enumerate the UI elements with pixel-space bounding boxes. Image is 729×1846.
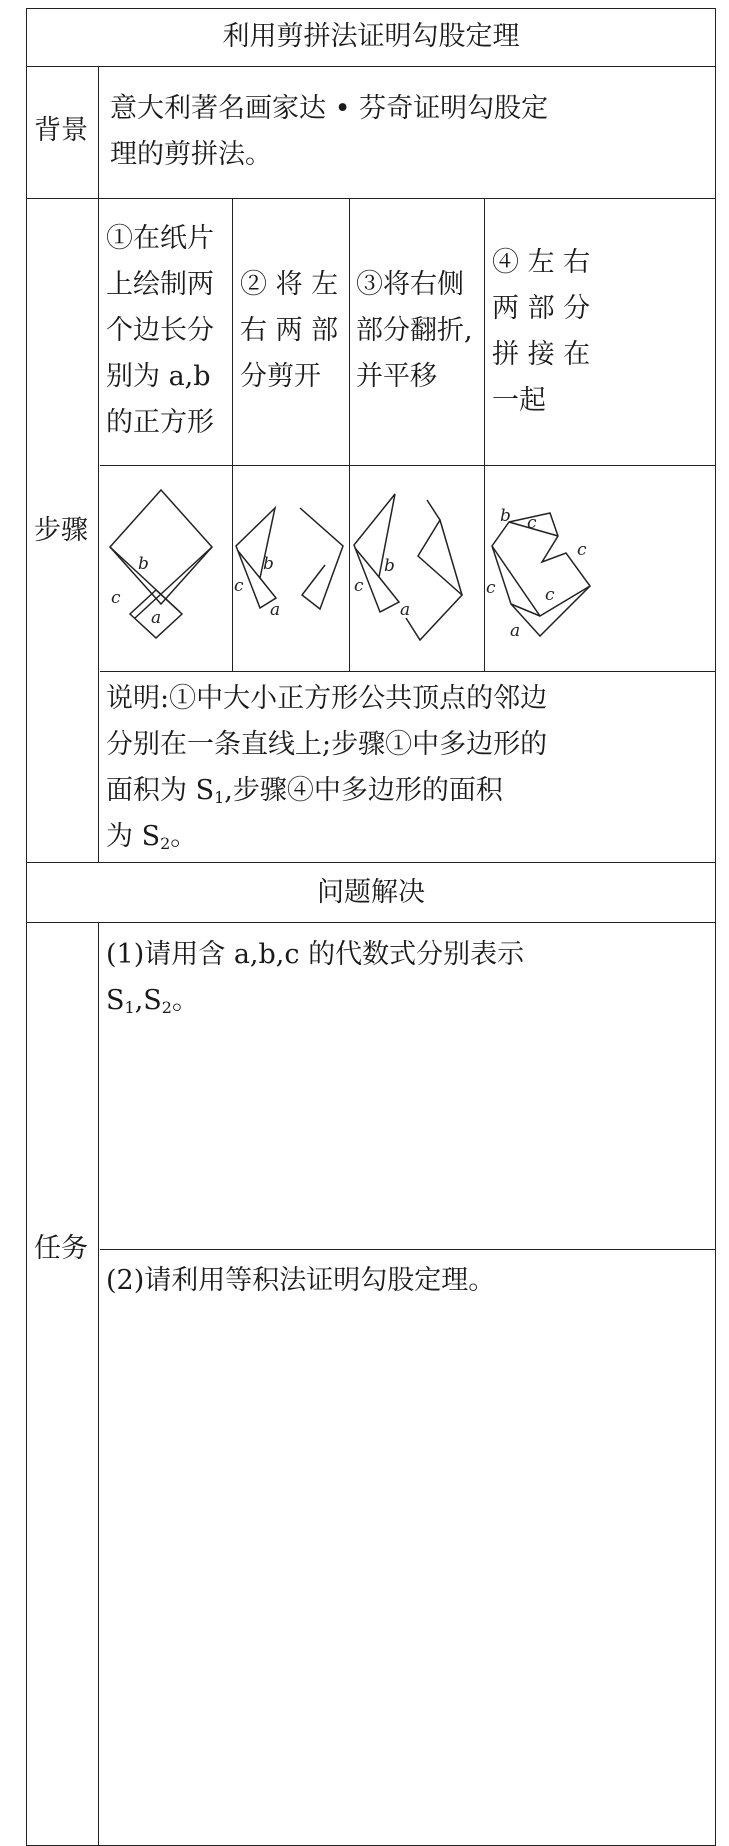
step-1-line: 个边长分: [106, 315, 214, 346]
step-3-line: 并平移: [356, 361, 437, 392]
label-a: a: [400, 600, 411, 620]
rule-task-divider: [100, 1249, 716, 1250]
label-c: c: [486, 578, 496, 598]
rule-background-bottom: [26, 198, 716, 199]
task-1-line-2: [106, 978, 199, 1031]
s2-symbol: ,S: [134, 985, 162, 1016]
rule-step-figure-bottom: [100, 671, 716, 672]
label-c: c: [577, 540, 587, 560]
step-2-line: ② 将 左: [240, 269, 339, 300]
step-1-line: 的正方形: [106, 407, 214, 438]
label-c: c: [234, 576, 244, 596]
note-line-4-sub: 2: [160, 834, 171, 853]
step-4-line: 两 部 分: [492, 293, 591, 324]
label-b: b: [263, 554, 274, 574]
note-line-4: [106, 814, 197, 867]
label-c: c: [527, 513, 537, 533]
task-1-line-1: (1)请用含 a,b,c 的代数式分别表示: [106, 939, 525, 970]
background-label: 背景: [34, 115, 88, 146]
step-1-line: 别为 a,b: [106, 361, 211, 392]
background-line-2: 理的剪拼法。: [110, 139, 272, 170]
label-a: a: [151, 608, 162, 628]
label-a: a: [510, 621, 521, 641]
section-title: 问题解决: [317, 877, 425, 908]
note-line-4-post: 。: [170, 821, 198, 852]
note-line-4-pre: 为 S: [106, 821, 161, 852]
s1-symbol: S: [106, 985, 125, 1016]
note-line-3-pre: 面积为 S: [106, 775, 215, 806]
step-3-line: 部分翻折,: [356, 315, 473, 346]
rule-label-column: [98, 66, 99, 198]
note-line-3-post: ,步骤④中多边形的面积: [224, 775, 503, 806]
page-title: 利用剪拼法证明勾股定理: [222, 21, 520, 52]
task-2-text: (2)请利用等积法证明勾股定理。: [106, 1265, 496, 1296]
tasks-label: 任务: [34, 1233, 88, 1264]
s1-subscript: 1: [124, 998, 135, 1017]
rule-step-col-4: [484, 198, 485, 671]
step-4-line: 拼 接 在: [492, 339, 591, 370]
rule-step-col-2: [232, 198, 233, 671]
note-line-1: 说明:①中大小正方形公共顶点的邻边: [106, 683, 548, 714]
label-b: b: [500, 506, 511, 526]
background-line-1: 意大利著名画家达 • 芬奇证明勾股定: [110, 93, 549, 124]
label-b: b: [384, 556, 395, 576]
note-line-2: 分别在一条直线上;步骤①中多边形的: [106, 729, 548, 760]
label-a: a: [270, 600, 281, 620]
rule-label-column-steps: [98, 198, 99, 862]
rule-title-bottom: [26, 66, 716, 67]
step-2-line: 分剪开: [240, 361, 321, 392]
step-3-line: ③将右侧: [356, 269, 464, 300]
label-c: c: [545, 585, 555, 605]
s2-subscript: 2: [161, 998, 172, 1017]
step-2-line: 右 两 部: [240, 315, 339, 346]
label-b: b: [138, 554, 149, 574]
step-1-line: 上绘制两: [106, 269, 214, 300]
step-4-line: ④ 左 右: [492, 247, 591, 278]
label-c: c: [354, 576, 364, 596]
rule-step-text-bottom: [100, 465, 716, 466]
task-1-end: 。: [171, 985, 199, 1016]
step-1-line: ①在纸片: [106, 223, 214, 254]
note-line-3-sub: 1: [214, 788, 225, 807]
steps-label: 步骤: [34, 515, 88, 546]
rule-section-bottom: [26, 922, 716, 923]
rule-label-column-tasks: [98, 922, 99, 1846]
label-c: c: [111, 588, 121, 608]
step-4-line: 一起: [492, 385, 546, 416]
rule-step-col-3: [349, 198, 350, 671]
